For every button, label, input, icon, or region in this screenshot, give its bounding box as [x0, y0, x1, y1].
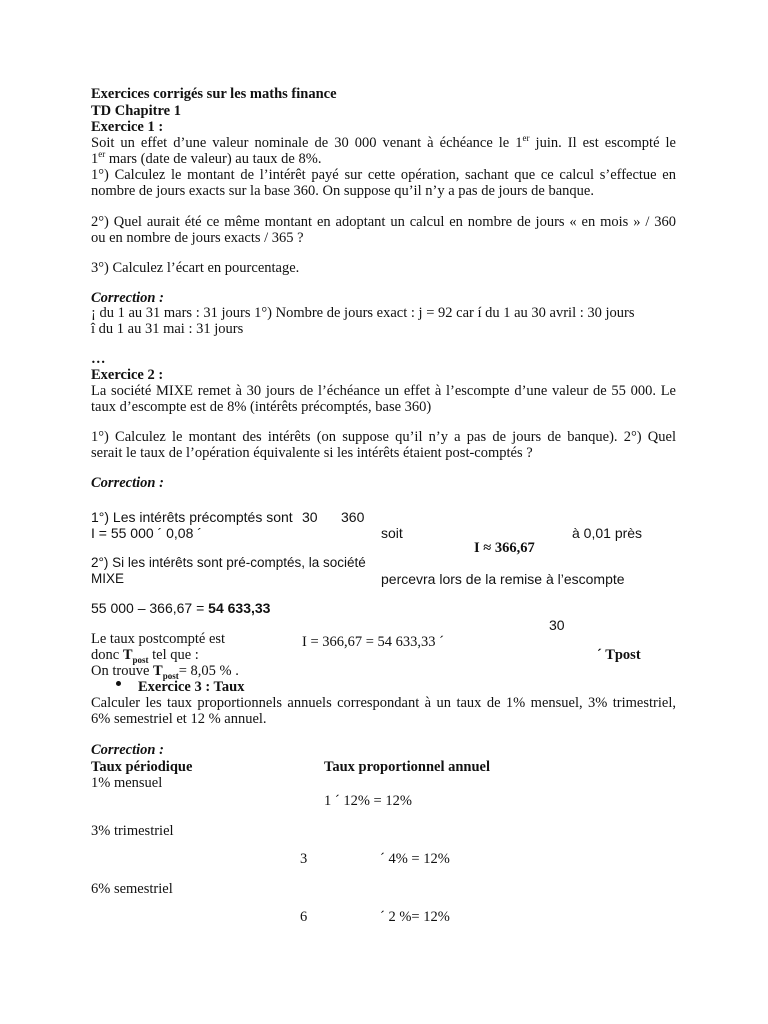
exercise-1-question-1-line-1: 1°) Calculez le montant de l’intérêt payé sur cette opération, sachant que ce calcul s’effectue en [91, 167, 676, 183]
exercise-2-solution-1-intro: 1°) Les intérêts précomptés sont [91, 509, 293, 525]
exercise-3-heading: Exercice 3 : Taux [138, 679, 245, 695]
document-title: Exercices corrigés sur les maths finance [91, 86, 337, 102]
exercise-2-net-amount-calculation: 55 000 – 366,67 = 54 633,33 [91, 600, 271, 616]
exercise-2-fraction-30: 30 [302, 509, 318, 525]
exercise-2-soit: soit [381, 525, 403, 541]
bullet-icon [116, 681, 121, 686]
exercise-2-fraction-360: 360 [341, 509, 365, 525]
exercise-2-heading: Exercice 2 : [91, 367, 164, 383]
exercise-1-question-3: 3°) Calculez l’écart en pourcentage. [91, 260, 300, 276]
exercise-1-correction-heading: Correction : [91, 290, 164, 306]
exercise-2-statement-line-2: taux d’escompte est de 8% (intérêts précomptés, base 360) [91, 399, 432, 415]
table-row-3-label: 6% semestriel [91, 881, 173, 897]
table-row-1-value: 1 ´ 12% = 12% [324, 793, 412, 809]
exercise-3-statement-line-2: 6% semestriel et 12 % annuel. [91, 711, 267, 727]
exercise-1-heading: Exercice 1 : [91, 119, 164, 135]
exercise-1-question-2-line-1: 2°) Quel aurait été ce même montant en adoptant un calcul en nombre de jours « en mois » / 360 [91, 214, 676, 230]
exercise-2-postcounted-condition: donc $T_{post}$ tel que : [91, 647, 199, 665]
exercise-1-correction-line-2: î du 1 au 31 mai : 31 jours [91, 321, 244, 337]
table-row-3-value: ´ 2 %= 12% [380, 909, 450, 925]
exercise-2-question-line-2: serait le taux de l’opération équivalente si les intérêts étaient post-comptés ? [91, 445, 533, 461]
exercise-2-interest-result: I ≈ 366,67 [474, 540, 535, 556]
table-row-2-multiplier: 3 [300, 851, 308, 867]
table-row-3-multiplier: 6 [300, 909, 308, 925]
exercise-2-precision: à 0,01 près [572, 525, 643, 541]
exercise-2-postcounted-result: On trouve $T_{post}= 8,05$ % . [91, 663, 239, 681]
exercise-1-correction-line-1: ¡ du 1 au 31 mars : 31 jours 1°) Nombre de jours exact : j = 92 car í du 1 au 30 avril : 30 jours [91, 305, 635, 321]
exercise-2-postcounted-formula: I = 366,67 = 54 633,33 ´ [302, 634, 445, 650]
table-row-1-label: 1% mensuel [91, 775, 163, 791]
document-subtitle: TD Chapitre 1 [91, 103, 181, 119]
exercise-1-statement-line-1: Soit un effet d’une valeur nominale de 30 000 venant à échéance le 1er juin. Il est escompté le [91, 133, 676, 151]
exercise-3-statement-line-1: Calculer les taux proportionnels annuels correspondant à un taux de 1% mensuel, 3% trimestriel, [91, 695, 676, 711]
exercise-2-tpost-factor: ´ Tpost [597, 647, 641, 663]
table-row-2-value: ´ 4% = 12% [380, 851, 450, 867]
exercise-2-correction-heading: Correction : [91, 475, 164, 491]
exercise-1-ellipsis: … [91, 351, 106, 367]
exercise-2-solution-2-continuation: percevra lors de la remise à l’escompte [381, 571, 625, 587]
exercise-2-postcounted-intro: Le taux postcompté est [91, 631, 226, 647]
exercise-1-question-2-line-2: ou en nombre de jours exacts / 365 ? [91, 230, 304, 246]
exercise-1-statement-line-2: 1er mars (date de valeur) au taux de 8%. [91, 149, 322, 167]
table-header-annual-rate: Taux proportionnel annuel [324, 759, 490, 775]
table-row-2-label: 3% trimestriel [91, 823, 174, 839]
exercise-2-fraction-30-b: 30 [549, 617, 565, 633]
exercise-1-question-1-line-2: nombre de jours exacts sur la base 360. On suppose qu’il n’y a pas de jours de banque. [91, 183, 594, 199]
exercise-3-correction-heading: Correction : [91, 742, 164, 758]
table-header-periodic-rate: Taux périodique [91, 759, 193, 775]
exercise-2-question-line-1: 1°) Calculez le montant des intérêts (on suppose qu’il n’y a pas de jours de banque). 2°) Quel [91, 429, 676, 445]
exercise-2-solution-2-line-2: MIXE [91, 571, 125, 586]
exercise-2-solution-2-line-1: 2°) Si les intérêts sont pré-comptés, la société [91, 555, 366, 570]
exercise-2-interest-formula: I = 55 000 ´ 0,08 ´ [91, 525, 202, 541]
exercise-2-statement-line-1: La société MIXE remet à 30 jours de l’échéance un effet à l’escompte d’une valeur de 55 000. Le [91, 383, 676, 399]
